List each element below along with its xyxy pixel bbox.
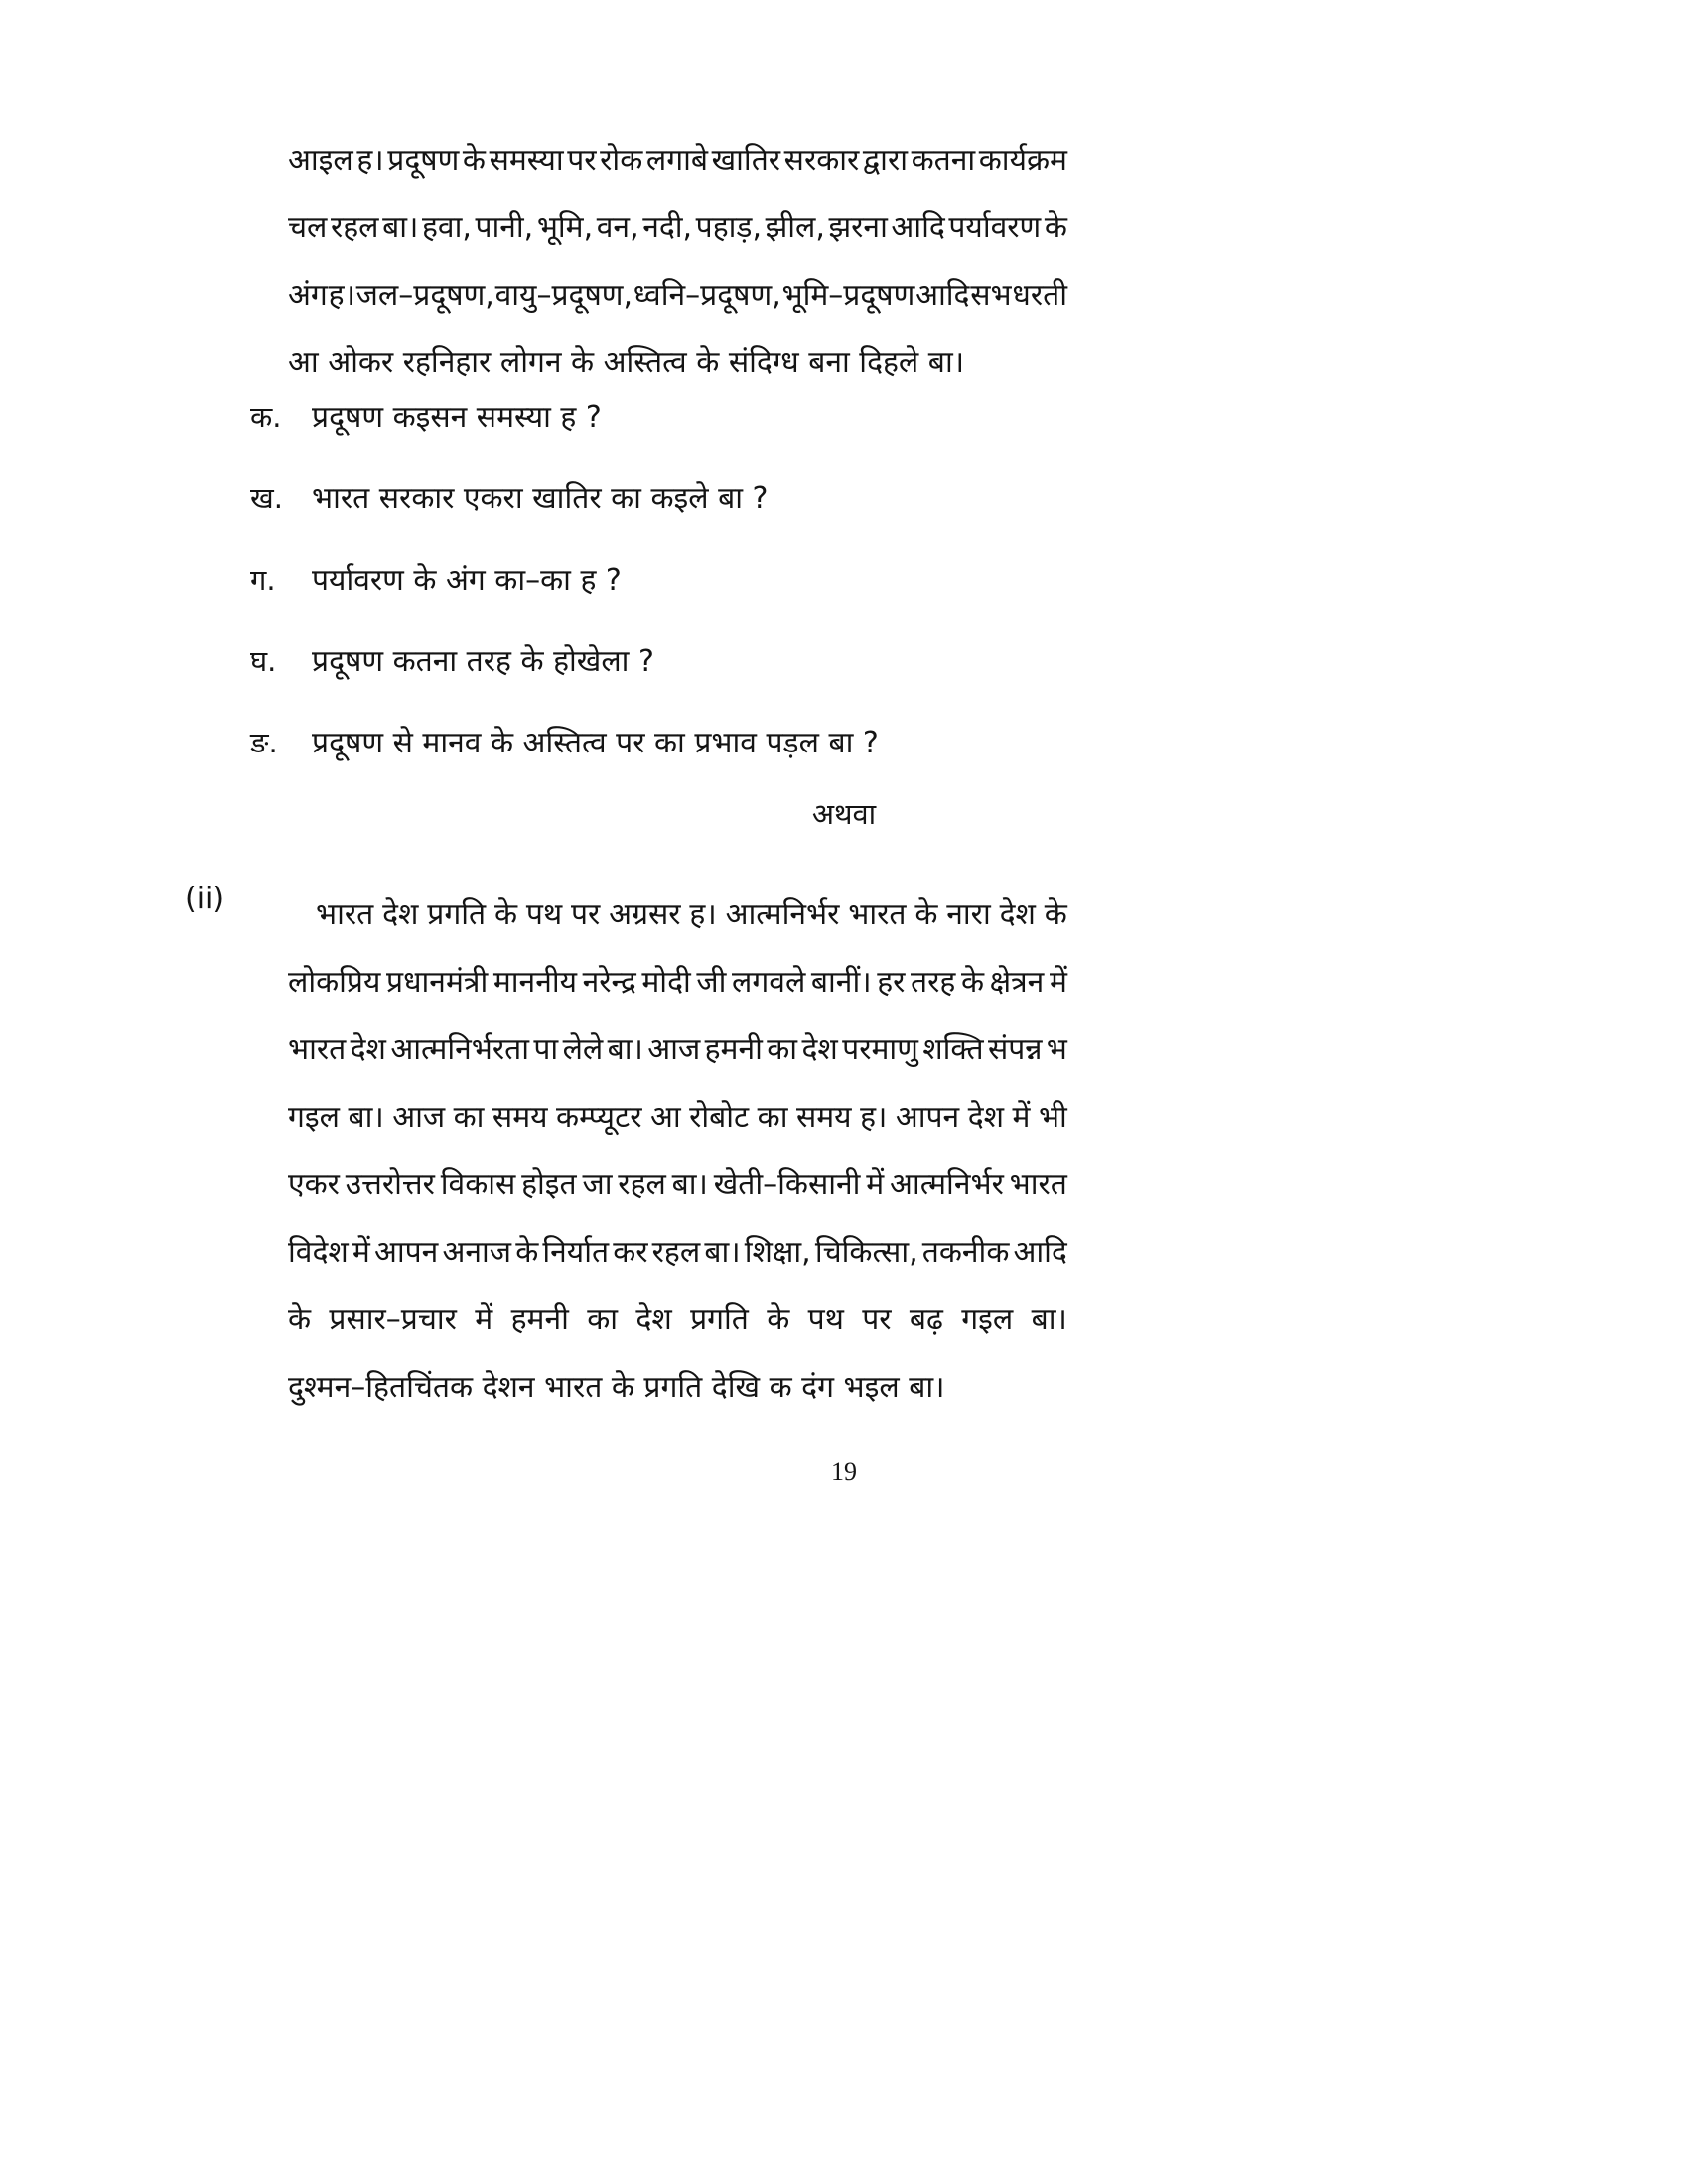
word: देश <box>801 1032 838 1067</box>
word: पर <box>567 143 597 178</box>
word: विदेश <box>288 1235 349 1270</box>
question-marker: क. <box>250 400 282 434</box>
word: दुश्मन–हितचिंतक देशन भारत के प्रगति देखि क दंग भइल बा। <box>288 1370 945 1405</box>
word: लोकप्रिय <box>288 965 381 1000</box>
word: आदि <box>1013 1235 1067 1270</box>
word: आ <box>649 1100 681 1135</box>
word: झरना <box>828 210 888 245</box>
word: प्रधानमंत्री <box>386 965 489 1000</box>
word: हमनी <box>704 1032 763 1067</box>
word: अंग <box>288 278 328 313</box>
word: वायु–प्रदूषण, <box>494 278 633 313</box>
word: में <box>1049 965 1067 1000</box>
question-item-ga <box>250 558 1342 639</box>
word: बा। <box>671 1167 708 1202</box>
word: आपन <box>373 1235 439 1270</box>
question-text: प्रदूषण कतना तरह के होखेला ? <box>312 644 654 679</box>
word: आदि <box>915 278 970 313</box>
word: पानी, <box>475 210 534 245</box>
word: भूमि–प्रदूषण <box>781 278 915 313</box>
word: प्रदूषण <box>387 143 460 178</box>
word: वन, <box>596 210 639 245</box>
word: संपन्न <box>988 1032 1043 1067</box>
word: पथ <box>525 897 563 932</box>
word: निर्यात <box>542 1235 610 1270</box>
word: ह। <box>356 143 384 178</box>
word: रोक <box>600 143 643 178</box>
word: द्वारा <box>862 143 908 178</box>
word: विकास <box>440 1167 516 1202</box>
word: उत्तरोत्तर <box>345 1167 435 1202</box>
word: खातिर <box>711 143 781 178</box>
word: में <box>475 1302 493 1337</box>
word: अग्रसर <box>609 897 681 932</box>
word: पा <box>533 1032 559 1067</box>
word: धरती <box>1012 278 1067 313</box>
word: पर <box>862 1302 892 1337</box>
passage-one-line <box>288 330 1067 397</box>
passage-two-line <box>288 1287 1067 1354</box>
word: चल <box>288 210 328 245</box>
word: का <box>757 1100 788 1135</box>
question-text: पर्यावरण के अंग का–का ह ? <box>312 563 622 598</box>
question-marker: ख. <box>250 481 283 515</box>
word: झील, <box>765 210 825 245</box>
word: बा। <box>704 1235 741 1270</box>
word: प्रसार–प्रचार <box>329 1302 457 1337</box>
word: लेले <box>562 1032 604 1067</box>
word: रहल <box>330 210 379 245</box>
word: का <box>453 1100 485 1135</box>
word: होइत <box>521 1167 577 1202</box>
word: आ ओकर रहनिहार लोगन के अस्तित्व के संदिग्ध बना दिहले बा। <box>288 345 965 380</box>
word: हमनी <box>510 1302 569 1337</box>
word: बढ़ <box>909 1302 943 1337</box>
word: सरकार <box>783 143 860 178</box>
word: क्षेत्रन <box>989 965 1045 1000</box>
word: सभ <box>970 278 1012 313</box>
word: भी <box>1038 1100 1067 1135</box>
word: समस्या <box>489 143 564 178</box>
page-number: 19 <box>831 1457 857 1486</box>
word: एकर <box>288 1167 340 1202</box>
word: में <box>352 1235 370 1270</box>
word: बा। <box>382 210 419 245</box>
word: भारत <box>1009 1167 1067 1202</box>
word: के <box>288 1302 312 1337</box>
word: प्रगति <box>427 897 487 932</box>
passage-two-line <box>288 882 1067 949</box>
word: देश <box>999 897 1036 932</box>
word: जा <box>582 1167 613 1202</box>
word: के <box>494 897 518 932</box>
word: के <box>462 143 486 178</box>
question-text: भारत सरकार एकरा खातिर का कइले बा ? <box>312 481 769 516</box>
word: में <box>866 1167 885 1202</box>
passage-two-line <box>288 1354 1067 1422</box>
word: मोदी <box>641 965 691 1000</box>
word: जी <box>696 965 727 1000</box>
word: रहल <box>618 1167 666 1202</box>
word: आदि <box>891 210 945 245</box>
passage-one <box>288 127 1067 397</box>
word: ह। <box>328 278 355 313</box>
question-marker: ग. <box>250 563 276 597</box>
word: परमाणु <box>842 1032 918 1067</box>
word: तरह <box>911 965 956 1000</box>
word: के <box>767 1302 790 1337</box>
word: चिकित्सा, <box>814 1235 918 1270</box>
word: कार्यक्रम <box>978 143 1067 178</box>
question-list <box>250 395 1342 802</box>
word: ह। <box>860 1100 888 1135</box>
word: भारत <box>848 897 907 932</box>
question-text: प्रदूषण कइसन समस्या ह ? <box>312 400 602 435</box>
word: गइल <box>961 1302 1014 1337</box>
word: का <box>767 1032 798 1067</box>
word: शिक्षा, <box>744 1235 811 1270</box>
word: के <box>515 1235 539 1270</box>
passage-one-line <box>288 262 1067 330</box>
word: हवा, <box>421 210 472 245</box>
word: देश <box>382 897 419 932</box>
word: ह। <box>689 897 717 932</box>
passage-two-line <box>288 1084 1067 1152</box>
passage-one-line <box>288 127 1067 195</box>
word: समय <box>795 1100 852 1135</box>
word: भारत <box>316 897 374 932</box>
word: प्रगति <box>690 1302 749 1337</box>
question-item-kha <box>250 477 1342 558</box>
word: देश <box>350 1032 386 1067</box>
passage-two-line <box>288 1017 1067 1084</box>
passage-two-marker: (ii) <box>185 882 225 916</box>
word: समय <box>492 1100 548 1135</box>
word: कतना <box>911 143 976 178</box>
word: खेती–किसानी <box>713 1167 861 1202</box>
word: देश <box>635 1302 672 1337</box>
word: आज <box>392 1100 446 1135</box>
word: आइल <box>288 143 353 178</box>
word: लगवले <box>732 965 806 1000</box>
word: नदी, <box>642 210 693 245</box>
word: बा। <box>607 1032 643 1067</box>
word: के <box>1044 897 1067 932</box>
question-item-nga <box>250 721 1342 802</box>
question-marker: घ. <box>250 644 277 678</box>
word: आत्मनिर्भर <box>725 897 840 932</box>
word: कर <box>613 1235 648 1270</box>
word: भूमि, <box>536 210 594 245</box>
word: गइल <box>288 1100 340 1135</box>
word: भारत <box>288 1032 347 1067</box>
passage-two <box>288 882 1067 1422</box>
word: पथ <box>807 1302 844 1337</box>
word: बानीं। <box>810 965 872 1000</box>
word: पहाड़, <box>695 210 762 245</box>
word: नारा <box>946 897 991 932</box>
word: रोबोट <box>689 1100 750 1135</box>
word: पर <box>570 897 601 932</box>
word: ध्वनि–प्रदूषण, <box>633 278 781 313</box>
passage-two-line <box>288 1152 1067 1219</box>
word: आपन <box>895 1100 960 1135</box>
question-item-gha <box>250 639 1342 721</box>
word: कम्प्यूटर <box>556 1100 642 1135</box>
word: हर <box>877 965 906 1000</box>
passage-two-line <box>288 1219 1067 1287</box>
word: रहल <box>651 1235 701 1270</box>
word: तकनीक <box>921 1235 1010 1270</box>
alternative-label: अथवा <box>811 797 877 831</box>
word: नरेन्द्र <box>582 965 636 1000</box>
word: आत्मनिर्भर <box>890 1167 1004 1202</box>
word: माननीय <box>492 965 578 1000</box>
word: का <box>587 1302 619 1337</box>
word: पर्यावरण <box>948 210 1042 245</box>
word: आत्मनिर्भरता <box>390 1032 530 1067</box>
word: के <box>1044 210 1067 245</box>
word: बा। <box>1031 1302 1067 1337</box>
word: के <box>960 965 984 1000</box>
question-item-ka <box>250 395 1342 477</box>
question-text: प्रदूषण से मानव के अस्तित्व पर का प्रभाव पड़ल बा ? <box>312 726 879 760</box>
passage-two-line <box>288 949 1067 1017</box>
word: के <box>914 897 938 932</box>
passage-one-line <box>288 195 1067 262</box>
word: लगाबे <box>645 143 708 178</box>
word: बा। <box>348 1100 384 1135</box>
word: में <box>1012 1100 1031 1135</box>
word: जल–प्रदूषण, <box>355 278 494 313</box>
word: अनाज <box>442 1235 512 1270</box>
question-marker: ङ. <box>250 726 278 759</box>
word: देश <box>967 1100 1005 1135</box>
word: भ <box>1046 1032 1067 1067</box>
word: शक्ति <box>922 1032 984 1067</box>
word: आज <box>647 1032 701 1067</box>
